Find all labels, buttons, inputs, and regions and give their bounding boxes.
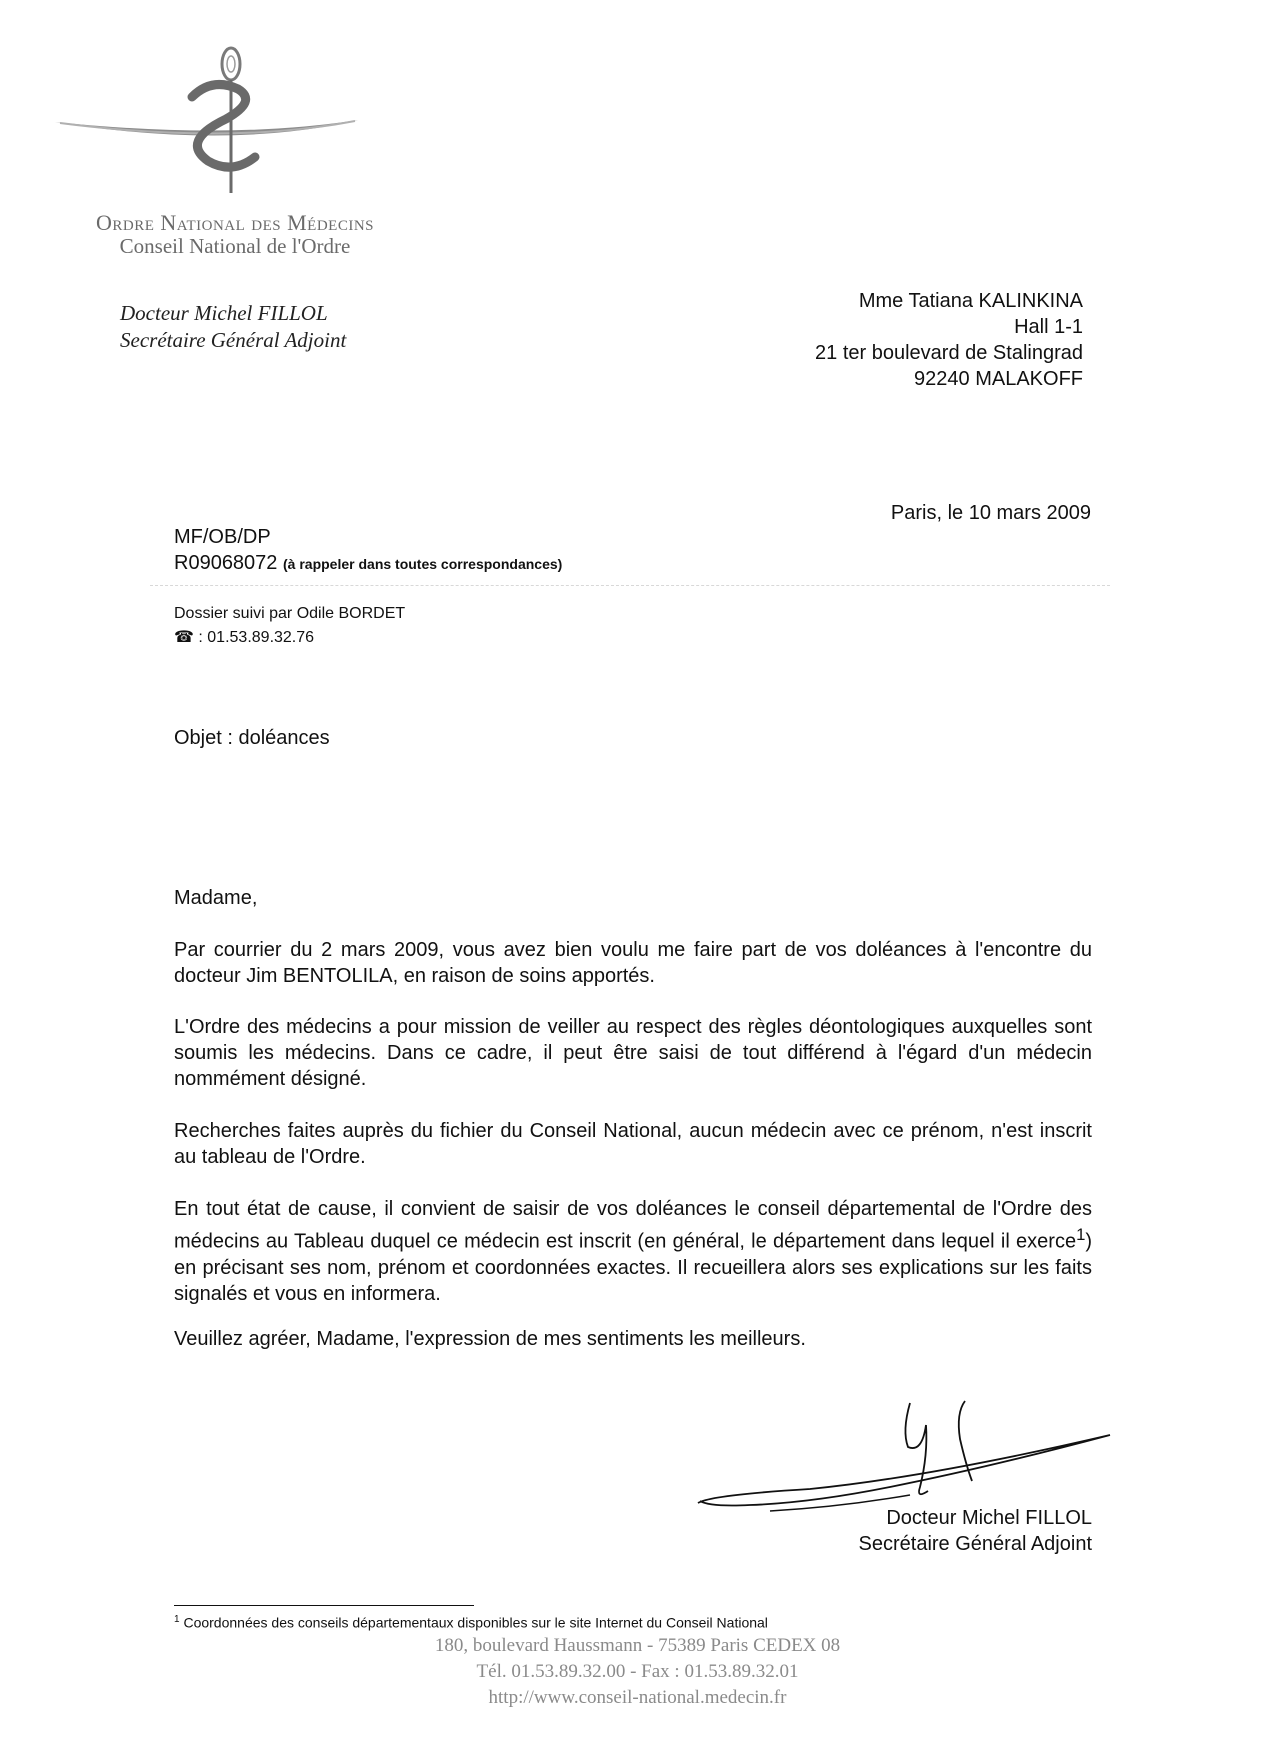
recipient-city: 92240 MALAKOFF xyxy=(914,368,1083,390)
reference-initials: MF/OB/DP xyxy=(174,526,271,548)
subject-line: Objet : doléances xyxy=(174,727,330,749)
footnote xyxy=(174,1614,768,1631)
footnote-marker: 1 xyxy=(174,1614,180,1625)
footnote-rule xyxy=(174,1605,474,1606)
footnote-text: Coordonnées des conseils départementaux disponibles sur le site Internet du Conseil National xyxy=(183,1614,768,1631)
reference-line xyxy=(174,552,562,575)
signer-title: Secrétaire Général Adjoint xyxy=(858,1533,1092,1555)
recipient-name: Mme Tatiana KALINKINA xyxy=(858,290,1083,312)
footer-phone-fax: Tél. 01.53.89.32.00 - Fax : 01.53.89.32.01 xyxy=(476,1661,799,1682)
footer-url: http://www.conseil-national.medecin.fr xyxy=(488,1687,787,1708)
footer-address: 180, boulevard Haussmann - 75389 Paris CEDEX 08 xyxy=(434,1635,841,1656)
org-name: Ordre National des Médecins xyxy=(96,210,374,235)
letter-date: Paris, le 10 mars 2009 xyxy=(890,502,1091,524)
sender-name: Docteur Michel FILLOL xyxy=(120,301,328,325)
paragraph-4 xyxy=(174,1196,1092,1307)
telephone-icon: ☎ xyxy=(174,629,194,646)
org-subtitle: Conseil National de l'Ordre xyxy=(119,234,351,258)
recipient-hall: Hall 1-1 xyxy=(1014,316,1083,338)
signer-name: Docteur Michel FILLOL xyxy=(886,1507,1092,1529)
divider xyxy=(150,585,1110,586)
paragraph-1: Par courrier du 2 mars 2009, vous avez bien voulu me faire part de vos doléances à l'encontre du docteur Jim BENTOLILA, en raison de soins apportés. xyxy=(174,939,1092,987)
reference-note: (à rappeler dans toutes correspondances) xyxy=(283,556,563,572)
phone-line xyxy=(174,627,314,647)
closing-formula: Veuillez agréer, Madame, l'expression de mes sentiments les meilleurs. xyxy=(174,1328,806,1350)
paragraph-2: L'Ordre des médecins a pour mission de veiller au respect des règles déontologiques auxquelles sont soumis les médecins. Dans ce cadre, il peut être saisi de tout différend à l'égard d'un médecin nommément désigné. xyxy=(174,1016,1092,1090)
paragraph-4-start: En tout état de cause, il convient de saisir de vos doléances le conseil départemental de l'Ordre des médecins au Tableau duquel ce médecin est inscrit (en général, le département dans lequel il exerce xyxy=(174,1198,1092,1253)
phone-number: : 01.53.89.32.76 xyxy=(198,629,315,646)
sender-title: Secrétaire Général Adjoint xyxy=(120,328,347,352)
handwritten-signature xyxy=(690,1395,1130,1525)
paragraph-4-end: ) en précisant ses nom, prénom et coordonnées exactes. Il recueillera alors ses explications sur les faits signalés et vous en informera. xyxy=(174,1230,1092,1305)
recipient-street: 21 ter boulevard de Stalingrad xyxy=(815,342,1083,364)
paragraph-3: Recherches faites auprès du fichier du Conseil National, aucun médecin avec ce prénom, n'est inscrit au tableau de l'Ordre. xyxy=(174,1120,1092,1168)
caduceus-logo xyxy=(50,45,410,195)
salutation: Madame, xyxy=(174,887,258,909)
dossier-contact: Dossier suivi par Odile BORDET xyxy=(174,605,406,622)
footnote-ref: 1 xyxy=(1076,1225,1086,1244)
reference-number: R09068072 xyxy=(174,552,278,574)
